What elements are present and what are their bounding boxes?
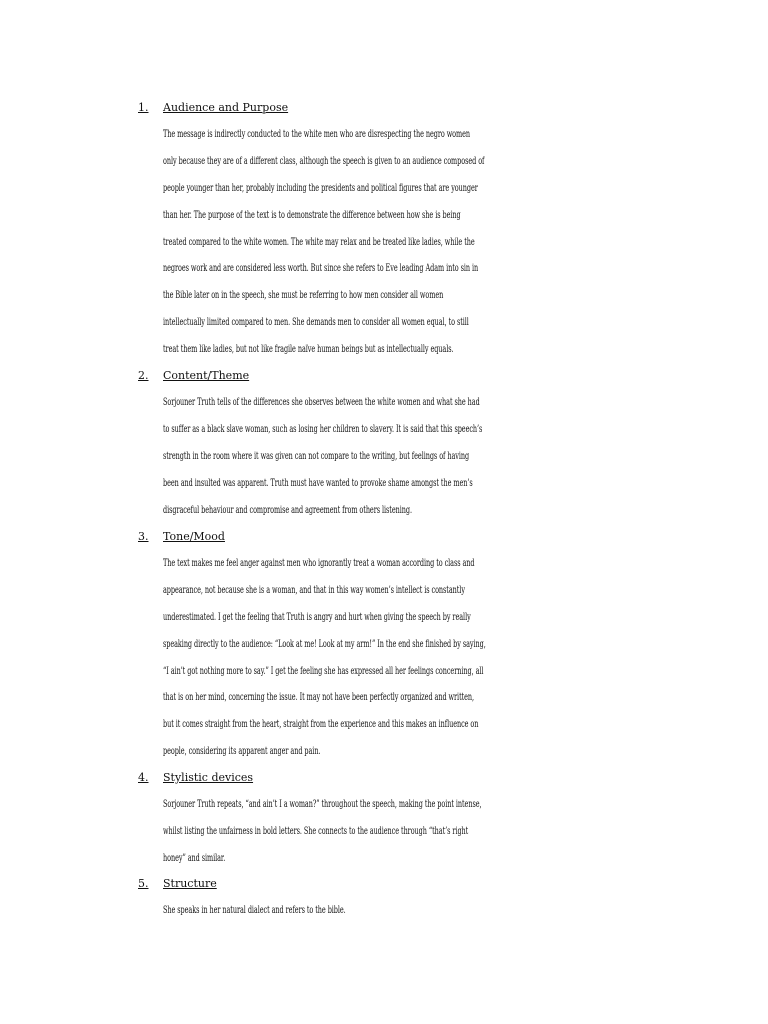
paragraph-line: but it comes straight from the heart, straight from the experience and this makes an influence on [163, 718, 479, 731]
paragraph-line: than her. The purpose of the text is to demonstrate the difference between how she is being [163, 208, 461, 221]
section-heading-row [0, 877, 768, 903]
paragraph-line: The text makes me feel anger against men who ignorantly treat a woman according to class and [163, 557, 475, 569]
paragraph-line: She speaks in her natural dialect and refers to the bible. [163, 904, 346, 916]
section-heading-row [0, 530, 768, 556]
paragraph-line: honey” and similar. [163, 851, 226, 864]
section-heading: Tone/Mood [163, 530, 225, 543]
section-heading-row [0, 771, 768, 797]
section-number: 5. [138, 877, 149, 890]
section-tone-mood [0, 530, 768, 771]
paragraph-line: Sorjouner Truth tells of the differences she observes between the white women and what she had [163, 396, 480, 408]
section-heading: Structure [163, 877, 217, 890]
section-number: 2. [138, 369, 149, 382]
paragraph-line: speaking directly to the audience: “Look at me! Look at my arm!” In the end she finished by saying, [163, 637, 486, 650]
paragraph-line: been and insulted was apparent. Truth must have wanted to provoke shame amongst the men’s [163, 476, 473, 489]
paragraph-line: strength in the room where it was given can not compare to the writing, but feelings of having [163, 449, 470, 462]
section-audience-purpose [0, 101, 768, 369]
paragraph-line: The message is indirectly conducted to the white men who are disrespecting the negro women [163, 128, 471, 140]
section-number: 4. [138, 771, 149, 784]
section-heading: Audience and Purpose [163, 101, 289, 114]
paragraph-line: treat them like ladies, but not like fragile naïve human beings but as intellectually equals. [163, 343, 454, 356]
paragraph-line: disgraceful behaviour and compromise and agreement from others listening. [163, 503, 412, 516]
paragraph-line: negroes work and are considered less worth. But since she refers to Eve leading Adam into sin in [163, 262, 479, 275]
paragraph-line: only because they are of a different class, although the speech is given to an audience composed of [163, 154, 485, 167]
paragraph-line: that is on her mind, concerning the issue. It may not have been perfectly organized and written, [163, 691, 475, 704]
paragraph-line: appearance, not because she is a woman, and that in this way women’s intellect is constantly [163, 583, 465, 596]
paragraph-line: to suffer as a black slave woman, such as losing her children to slavery. It is said that this speech’s [163, 422, 483, 435]
paragraph-line: “I ain’t got nothing more to say.” I get the feeling she has expressed all her feelings concerning, all [163, 664, 484, 677]
section-number: 1. [138, 101, 149, 114]
section-stylistic-devices [0, 771, 768, 878]
section-heading: Content/Theme [163, 369, 250, 382]
paragraph-line: whilst listing the unfairness in bold letters. She connects to the audience through “that’s right [163, 824, 469, 837]
paragraph-line: the Bible later on in the speech, she must be referring to how men consider all women [163, 289, 444, 302]
paragraph-line: people, considering its apparent anger and pain. [163, 745, 321, 758]
section-heading-row [0, 101, 768, 127]
paragraph-line: people younger than her, probably including the presidents and political figures that are younger [163, 181, 478, 194]
section-heading-row [0, 369, 768, 395]
paragraph-line: intellectually limited compared to men. She demands men to consider all women equal, to still [163, 316, 469, 329]
section-heading: Stylistic devices [163, 771, 254, 784]
section-content-theme [0, 369, 768, 529]
paragraph-line: underestimated. I get the feeling that Truth is angry and hurt when giving the speech by really [163, 610, 471, 623]
section-number: 3. [138, 530, 149, 543]
section-structure [0, 877, 768, 930]
paragraph-line: Sorjouner Truth repeats, “and ain’t I a woman?” throughout the speech, making the point intense, [163, 798, 482, 810]
paragraph-line: treated compared to the white women. The white may relax and be treated like ladies, while the [163, 235, 475, 248]
